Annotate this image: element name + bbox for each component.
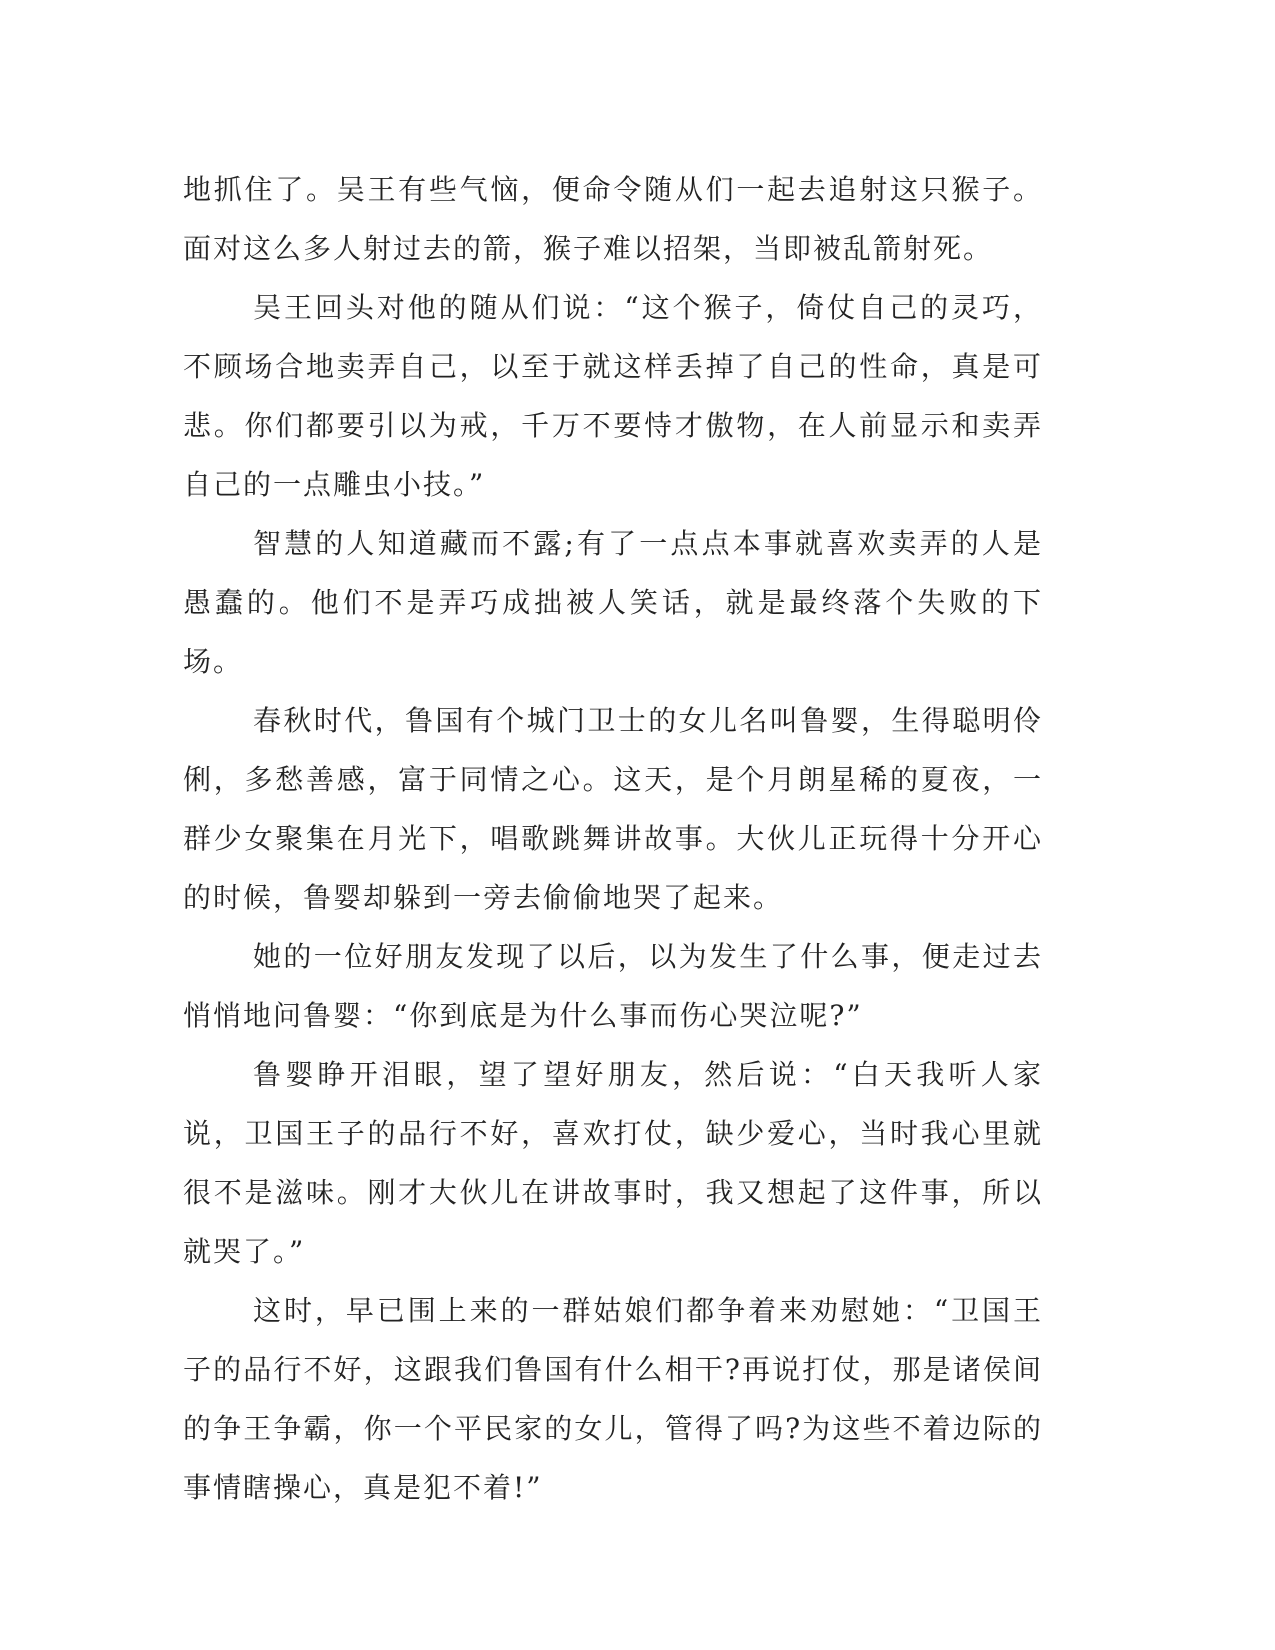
document-body: [183, 160, 1043, 1517]
paragraph-6: 鲁婴睁开泪眼，望了望好朋友，然后说：“白天我听人家说，卫国王子的品行不好，喜欢打仗，缺少爱心，当时我心里就很不是滋味。刚才大伙儿在讲故事时，我又想起了这件事，所以就哭了。”: [183, 1058, 1043, 1268]
paragraph-1: 地抓住了。吴王有些气恼，便命令随从们一起去追射这只猴子。面对这么多人射过去的箭，猴子难以招架，当即被乱箭射死。: [183, 173, 1043, 265]
paragraph-7: 这时，早已围上来的一群姑娘们都争着来劝慰她：“卫国王子的品行不好，这跟我们鲁国有什么相干?再说打仗，那是诸侯间的争王争霸，你一个平民家的女儿，管得了吗?为这些不着边际的事情瞎操心，真是犯不着!”: [183, 1294, 1043, 1504]
paragraph-4: 春秋时代，鲁国有个城门卫士的女儿名叫鲁婴，生得聪明伶俐，多愁善感，富于同情之心。这天，是个月朗星稀的夏夜，一群少女聚集在月光下，唱歌跳舞讲故事。大伙儿正玩得十分开心的时候，鲁婴却躲到一旁去偷偷地哭了起来。: [183, 704, 1043, 914]
paragraph-5: 她的一位好朋友发现了以后，以为发生了什么事，便走过去悄悄地问鲁婴：“你到底是为什么事而伤心哭泣呢?”: [183, 940, 1043, 1032]
paragraph-2: 吴王回头对他的随从们说：“这个猴子，倚仗自己的灵巧，不顾场合地卖弄自己，以至于就这样丢掉了自己的性命，真是可悲。你们都要引以为戒，千万不要恃才傲物，在人前显示和卖弄自己的一点雕虫小技。”: [183, 291, 1043, 501]
paragraph-3: 智慧的人知道藏而不露;有了一点点本事就喜欢卖弄的人是愚蠢的。他们不是弄巧成拙被人笑话，就是最终落个失败的下场。: [183, 527, 1043, 678]
